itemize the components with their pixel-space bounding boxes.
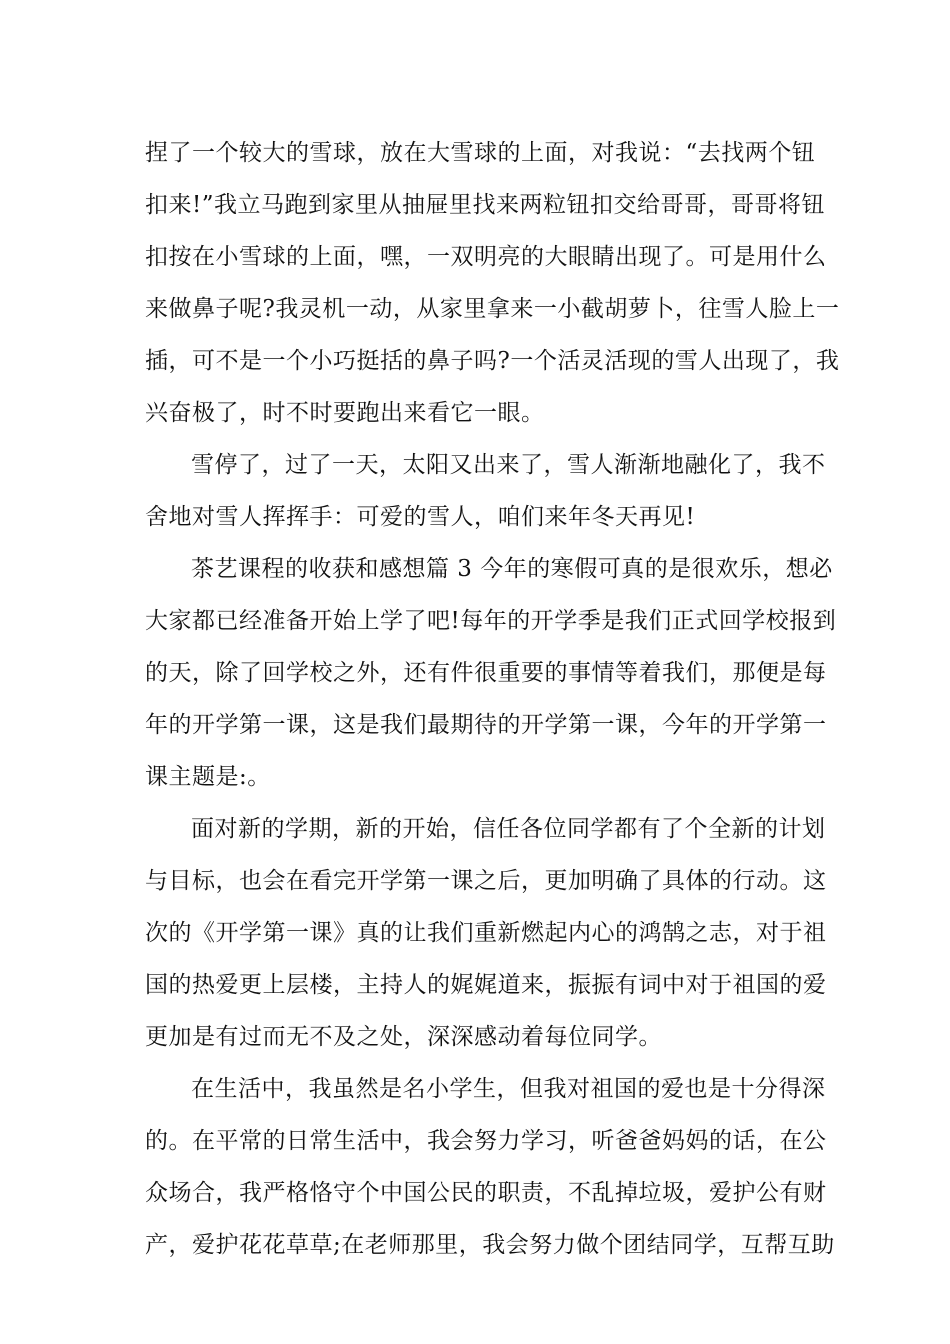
text-line: 茶艺课程的收获和感想篇 3 今年的寒假可真的是很欢乐，想必	[191, 556, 833, 582]
text-line: 国的热爱更上层楼，主持人的娓娓道来，振振有词中对于祖国的爱	[145, 972, 827, 998]
text-line: 舍地对雪人挥挥手：可爱的雪人，咱们来年冬天再见!	[145, 504, 696, 530]
text-line: 扣来!”我立马跑到家里从抽屉里找来两粒钮扣交给哥哥，哥哥将钮	[145, 192, 826, 218]
text-line: 与目标，也会在看完开学第一课之后，更加明确了具体的行动。这	[145, 868, 827, 894]
text-line: 课主题是:。	[145, 764, 271, 790]
text-line: 年的开学第一课，这是我们最期待的开学第一课，今年的开学第一	[145, 712, 827, 738]
text-line: 更加是有过而无不及之处，深深感动着每位同学。	[145, 1024, 662, 1050]
text-line: 雪停了，过了一天，太阳又出来了，雪人渐渐地融化了，我不	[191, 452, 826, 478]
paragraph-new-semester	[145, 803, 827, 1063]
text-line: 插，可不是一个小巧挺括的鼻子吗?一个活灵活现的雪人出现了，我	[145, 348, 840, 374]
text-line: 来做鼻子呢?我灵机一动，从家里拿来一小截胡萝卜，往雪人脸上一	[145, 296, 840, 322]
paragraph-tea-course	[145, 543, 837, 803]
text-line: 捏了一个较大的雪球，放在大雪球的上面，对我说：“去找两个钮	[145, 140, 816, 166]
paragraph-snow-stopped	[145, 439, 826, 543]
text-line: 大家都已经准备开始上学了吧!每年的开学季是我们正式回学校报到	[145, 608, 837, 634]
text-line: 的天，除了回学校之外，还有件很重要的事情等着我们，那便是每	[145, 660, 827, 686]
paragraph-daily-life	[145, 1063, 835, 1271]
text-line: 的。在平常的日常生活中，我会努力学习，听爸爸妈妈的话，在公	[145, 1128, 827, 1154]
text-line: 面对新的学期，新的开始，信任各位同学都有了个全新的计划	[191, 816, 826, 842]
text-line: 众场合，我严格恪守个中国公民的职责，不乱掉垃圾，爱护公有财	[145, 1180, 827, 1206]
document-body	[145, 127, 840, 1271]
text-line: 兴奋极了，时不时要跑出来看它一眼。	[145, 400, 545, 426]
text-line: 扣按在小雪球的上面，嘿，一双明亮的大眼睛出现了。可是用什么	[145, 244, 827, 270]
paragraph-snowman-face	[145, 127, 840, 439]
text-line: 在生活中，我虽然是名小学生，但我对祖国的爱也是十分得深	[191, 1076, 826, 1102]
text-line: 产，爱护花花草草;在老师那里，我会努力做个团结同学，互帮互助	[145, 1232, 835, 1258]
text-line: 次的《开学第一课》真的让我们重新燃起内心的鸿鹄之志，对于祖	[145, 920, 827, 946]
